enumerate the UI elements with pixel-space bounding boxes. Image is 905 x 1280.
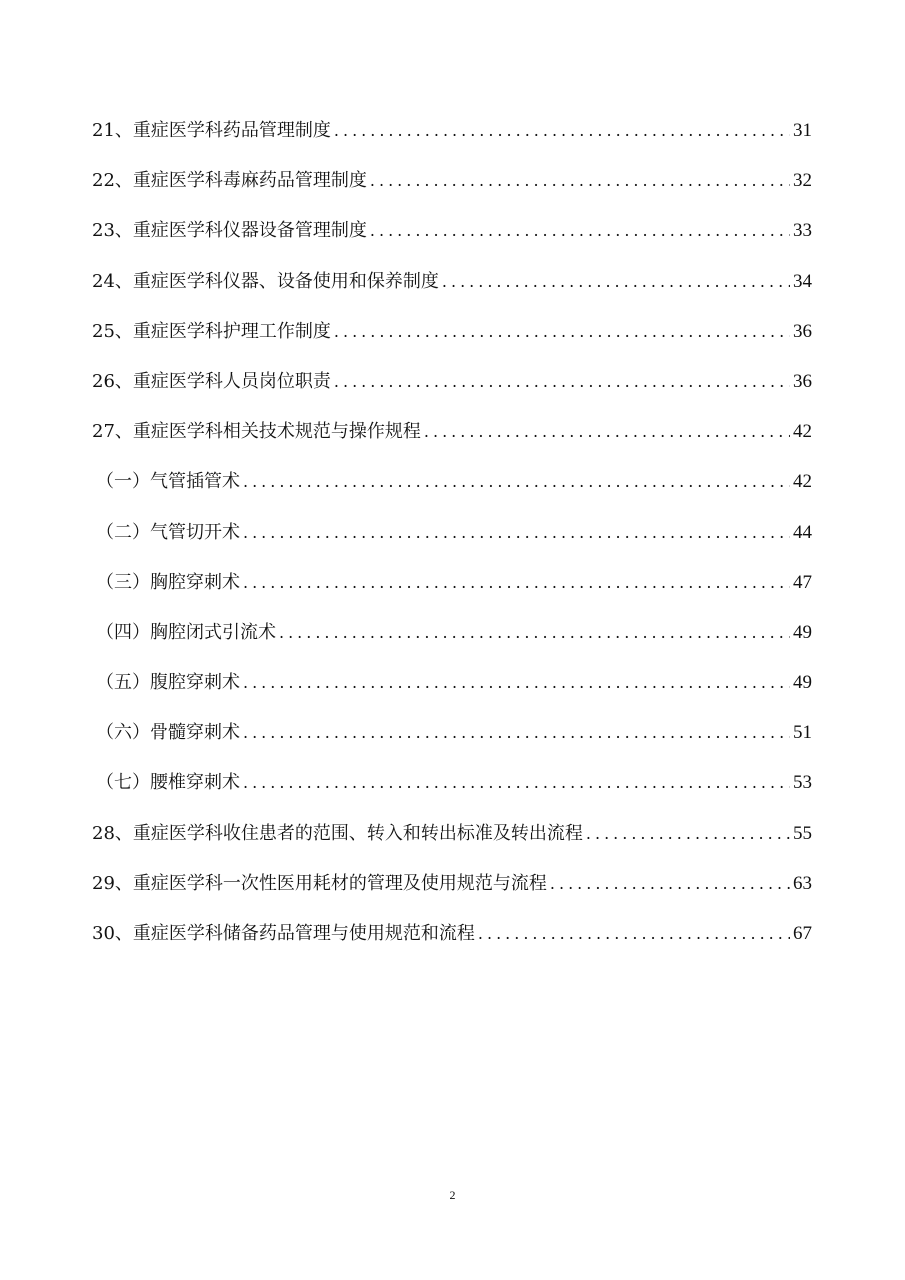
table-of-contents [92, 112, 812, 965]
toc-dot-leader [478, 915, 790, 953]
toc-entry-title: 28、重症医学科收住患者的范围、转入和转出标准及转出流程 [92, 822, 583, 844]
toc-entry-page: 67 [793, 923, 812, 944]
toc-entry-page: 34 [793, 270, 812, 292]
toc-entry-page: 42 [793, 421, 812, 443]
toc-entry-title: 30、重症医学科储备药品管理与使用规范和流程 [92, 923, 475, 944]
toc-dot-leader [243, 514, 790, 552]
page-number: 2 [449, 1188, 456, 1202]
toc-entry-title: （一）气管插管术 [96, 471, 240, 493]
toc-entry-22[interactable] [92, 162, 812, 212]
toc-dot-leader [334, 112, 790, 150]
toc-subentry-3[interactable] [92, 564, 812, 614]
toc-dot-leader [370, 162, 790, 200]
toc-entry-page: 42 [793, 471, 812, 493]
toc-dot-leader [243, 463, 790, 501]
toc-entry-26[interactable] [92, 363, 812, 413]
toc-entry-29[interactable] [92, 865, 812, 915]
toc-entry-page: 63 [793, 872, 812, 894]
toc-entry-page: 49 [793, 621, 812, 643]
toc-entry-page: 33 [793, 220, 812, 242]
toc-entry-page: 44 [793, 521, 812, 543]
toc-subentry-5[interactable] [92, 664, 812, 714]
toc-entry-title: 29、重症医学科一次性医用耗材的管理及使用规范与流程 [92, 872, 547, 894]
toc-dot-leader [243, 714, 790, 752]
toc-dot-leader [243, 564, 790, 602]
toc-entry-title: 26、重症医学科人员岗位职责 [92, 370, 331, 392]
toc-entry-page: 32 [793, 170, 812, 192]
toc-dot-leader [334, 363, 790, 401]
toc-entry-page: 49 [793, 672, 812, 694]
toc-entry-title: （七）腰椎穿刺术 [96, 772, 240, 794]
toc-entry-page: 53 [793, 772, 812, 794]
toc-dot-leader [243, 764, 790, 802]
toc-entry-title: 22、重症医学科毒麻药品管理制度 [92, 170, 367, 192]
toc-subentry-4[interactable] [92, 614, 812, 664]
toc-entry-title: 24、重症医学科仪器、设备使用和保养制度 [92, 270, 439, 292]
toc-entry-page: 31 [793, 120, 812, 141]
toc-entry-page: 36 [793, 370, 812, 392]
toc-entry-24[interactable] [92, 263, 812, 313]
toc-entry-title: （五）腹腔穿刺术 [96, 672, 240, 694]
toc-entry-title: 25、重症医学科护理工作制度 [92, 320, 331, 342]
toc-entry-title: （四）胸腔闭式引流术 [96, 621, 276, 643]
toc-dot-leader [550, 865, 790, 903]
toc-entry-28[interactable] [92, 815, 812, 865]
toc-dot-leader [424, 413, 790, 451]
toc-entry-page: 51 [793, 722, 812, 744]
toc-entry-title: 21、重症医学科药品管理制度 [92, 120, 331, 141]
toc-entry-25[interactable] [92, 313, 812, 363]
toc-subentry-1[interactable] [92, 463, 812, 513]
toc-subentry-6[interactable] [92, 714, 812, 764]
toc-entry-23[interactable] [92, 212, 812, 262]
toc-dot-leader [442, 263, 790, 301]
toc-dot-leader [279, 614, 790, 652]
toc-subentry-2[interactable] [92, 514, 812, 564]
toc-entry-title: （二）气管切开术 [96, 521, 240, 543]
toc-entry-page: 47 [793, 571, 812, 593]
toc-subentry-7[interactable] [92, 764, 812, 814]
toc-dot-leader [370, 212, 790, 250]
toc-entry-title: （六）骨髓穿刺术 [96, 722, 240, 744]
toc-entry-title: 23、重症医学科仪器设备管理制度 [92, 220, 367, 242]
toc-entry-page: 36 [793, 320, 812, 342]
toc-dot-leader [334, 313, 790, 351]
toc-dot-leader [586, 815, 790, 853]
toc-entry-30[interactable] [92, 915, 812, 965]
toc-entry-21[interactable] [92, 112, 812, 162]
toc-entry-title: （三）胸腔穿刺术 [96, 571, 240, 593]
toc-entry-27[interactable] [92, 413, 812, 463]
toc-entry-page: 55 [793, 822, 812, 844]
toc-entry-title: 27、重症医学科相关技术规范与操作规程 [92, 421, 421, 443]
toc-dot-leader [243, 664, 790, 702]
